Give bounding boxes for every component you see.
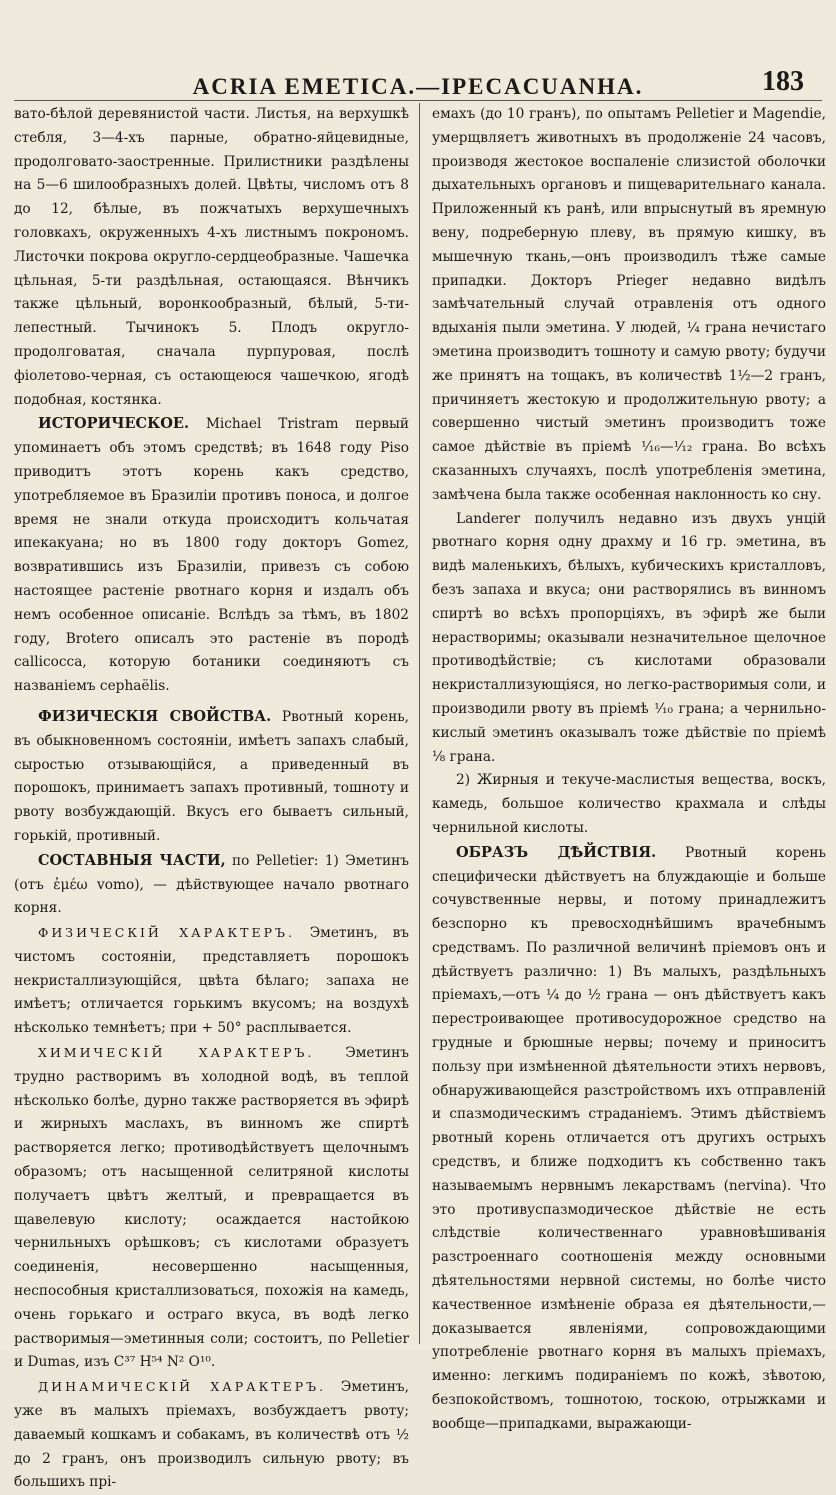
paragraph-components bbox=[14, 849, 409, 921]
paragraph-historical-text: Michael Tristram первый упоминаетъ объ этомъ средствѣ; въ 1648 году Piso приводитъ этотъ корень какъ средство, употребляемое въ Бразиліи противъ поноса, и долгое время не знали откуда происходитъ кольчатая ипекакуана; но въ 1800 году докторъ Gomez, возвратившись изъ Бразиліи, привезъ съ собою настоящее растеніе рвотнаго корня и издалъ объ немъ особенное описаніе. Вслѣдъ за тѣмъ, въ 1802 году, Brotero описалъ это растеніе въ породѣ callicocca, которую ботаники соединяютъ съ названіемъ cephaëlis. bbox=[14, 416, 409, 695]
two-column-body bbox=[14, 103, 827, 1491]
paragraph-historical bbox=[14, 412, 409, 699]
subheading-physical-character: ФИЗИЧЕСКІЙ ХАРАКТЕРЪ. bbox=[38, 925, 295, 941]
paragraph-mode-of-action bbox=[432, 841, 826, 1437]
paragraph-physical-character bbox=[14, 921, 409, 1041]
paragraph-physical-character-text: Эметинъ, въ чистомъ состояніи, представляетъ порошокъ некристаллизующійся, цвѣта бѣлаго; запаха не имѣетъ; отличается горькимъ вкусомъ; на воздухѣ нѣсколько темнѣетъ; при + 50° расплывается. bbox=[14, 925, 409, 1037]
header-rule bbox=[14, 100, 822, 101]
subheading-chemical-character: ХИМИЧЕСКІЙ ХАРАКТЕРЪ. bbox=[38, 1045, 315, 1061]
subheading-dynamic-character: ДИНАМИЧЕСКІЙ ХАРАКТЕРЪ. bbox=[38, 1379, 327, 1395]
paragraph-chemical-character-text: Эметинъ трудно растворимъ въ холодной водѣ, въ теплой нѣсколько болѣе, дурно также растворяется въ эфирѣ и жирныхъ маслахъ, въ винномъ же спиртѣ растворяется легко; противодѣйствуетъ щелочнымъ образомъ; отъ насыщенной селитряной кислоты получаетъ цвѣтъ желтый, и превращается въ щавелевую кислоту; осаждается настойкою чернильныхъ орѣшковъ; съ кислотами образуетъ соединенія, несовершенно насыщенныя, неспособныя кристаллизоваться, похожія на камедь, очень горькаго и остраго вкуса, въ водѣ легко растворимыя—эметинныя соли; состоитъ, по Pelletier и Dumas, изъ C³⁷ H⁵⁴ N² O¹⁰. bbox=[14, 1045, 409, 1371]
paragraph-dynamic-character-text: Эметинъ, уже въ малыхъ пріемахъ, возбуждаетъ рвоту; даваемый кошкамъ и собакамъ, въ количествѣ отъ ½ до 2 гранъ, онъ производилъ сильную рвоту; въ большихъ прі- bbox=[14, 1379, 409, 1491]
running-header bbox=[20, 60, 816, 100]
paragraph-chemical-character bbox=[14, 1041, 409, 1375]
paragraph-emetine-effects: емахъ (до 10 гранъ), по опытамъ Pelletier и Magendie, умерщвляетъ животныхъ въ продолженіе 24 часовъ, производя жестокое воспаленіе слизистой оболочки дыхательныхъ органовъ и пищеварительнаго канала. Приложенный къ ранѣ, или впрыснутый въ яремную вену, подреберную плеву, въ прямую кишку, въ мышечную ткань,—онъ производилъ тѣже самые припадки. Докторъ Prieger недавно видѣлъ замѣчательный случай отравленія отъ одного вдыханія пыли эметина. У людей, ¼ грана нечистаго эметина производитъ тошноту и самую рвоту; будучи же принятъ на тощакъ, въ количествѣ 1½—2 гранъ, причиняетъ жестокую и продолжительную рвоту; а совершенно чистый эметинъ производитъ тоже самое дѣйствіе въ пріемѣ ¹⁄₁₆—¹⁄₁₂ грана. Во всѣхъ сказанныхъ случаяхъ, послѣ употребленія эметина, замѣчена была также особенная наклонность ко сну. bbox=[432, 106, 826, 503]
paragraph-mode-of-action-text: Рвотный корень специфически дѣйствуетъ на блуждающіе и больше сочувственные нервы, и потому принадлежитъ безспорно къ превосходнѣйшимъ врачебнымъ средствамъ. По различной величинѣ пріемовъ онъ и дѣйствуетъ различно: 1) Въ малыхъ, раздѣльныхъ пріемахъ,—отъ ¼ до ½ грана — онъ дѣйствуетъ какъ перестроивающее противосудорожное средство на грудные и брюшные нервы; почему и приноситъ пользу при измѣненной дѣятельности этихъ нервовъ, обнаруживающейся разстройствомъ ихъ отправленій и спазмодическимъ страданіемъ. Этимъ дѣйствіемъ рвотный корень отличается отъ другихъ острыхъ средствъ, и ближе подходитъ къ собственно такъ называемымъ нервнымъ лекарствамъ (nervina). Что это противуспазмодическое дѣйствіе не есть слѣдствіе количественнаго уравновѣшиванія разстроеннаго соотношенія между основными дѣятельностями нервной системы, но болѣе чисто качественное измѣненіе образа ея дѣятельности,—доказывается явленіями, сопровождающими употребленіе рвотнаго корня въ малыхъ пріемахъ, именно: легкимъ подираніемъ по кожѣ, зѣвотою, безпокойствомъ, тошнотою, тоскою, отрыжками и вообще—припадками, выражающи- bbox=[432, 844, 827, 1432]
right-column bbox=[420, 103, 827, 1432]
paragraph-physical-text: Рвотный корень, въ обыкновенномъ состояніи, имѣетъ запахъ слабый, сыростью отзывающійся, а приведенный въ порошокъ, принимаетъ запахъ противный, тошноту и рвоту возбуждающій. Вкусъ его бываетъ сильный, горькій, противный. bbox=[14, 708, 409, 844]
section-heading-physical: ФИЗИЧЕСКІЯ СВОЙСТВА. bbox=[38, 707, 272, 725]
paragraph-components-text: по Pelletier: 1) Эметинъ (отъ ἐμέω vomo), — дѣйствующее начало рвотнаго корня. bbox=[14, 852, 409, 917]
paragraph-fatty-substances: 2) Жирныя и текуче-маслистыя вещества, воскъ, камедь, большое количество крахмала и слѣды чернильной кислоты. bbox=[432, 772, 826, 836]
section-heading-components: СОСТАВНЫЯ ЧАСТИ, bbox=[38, 851, 226, 869]
paragraph-dynamic-character bbox=[14, 1375, 409, 1495]
page-title: ACRIA EMETICA.—IPECACUANHA. bbox=[192, 74, 644, 99]
section-heading-mode-of-action: ОБРАЗЪ ДѢЙСТВІЯ. bbox=[456, 843, 657, 861]
paragraph-physical bbox=[14, 705, 409, 849]
paragraph-landerer: Landerer получилъ недавно изъ двухъ унцій рвотнаго корня одну драхму и 16 гр. эметина, въ видѣ маленькихъ, бѣлыхъ, кубическихъ кристалловъ, безъ запаха и вкуса; они растворялись въ винномъ спиртѣ во всѣхъ пропорціяхъ, въ эфирѣ же были нерастворимы; оказывали незначительное щелочное противодѣйствіе; съ кислотами образовали некристаллизующіяся, но легко-растворимыя соли, и производили рвоту въ пріемѣ ¹⁄₁₀ грана; а чернильно-кислый эметинъ оказывалъ тоже дѣйствіе по пріемѣ ⅛ грана. bbox=[432, 510, 826, 765]
page-number: 183 bbox=[762, 66, 804, 97]
paragraph-botany: вато-бѣлой деревянистой части. Листья, на верхушкѣ стебля, 3—4-хъ парные, обратно-яйцевидные, продолговато-заостренные. Прилистники раздѣлены на 5—6 шилообразныхъ долей. Цвѣты, числомъ отъ 8 до 12, бѣлые, въ пожчатыхъ верхушечныхъ головкахъ, окруженныхъ 4-хъ листнымъ покрономъ. Листочки покрова округло-сердцеобразные. Чашечка цѣльная, 5-ти раздѣльная, остающаяся. Вѣнчикъ также цѣльный, воронкообразный, бѣлый, 5-ти-лепестный. Тычинокъ 5. Плодъ округло-продолговатая, сначала пурпуровая, послѣ фіолетово-черная, съ остающеюся чашечкою, ягодѣ подобная, костянка. bbox=[14, 106, 409, 408]
section-heading-historical: ИСТОРИЧЕСКОЕ. bbox=[38, 415, 190, 433]
left-column bbox=[14, 103, 420, 1491]
